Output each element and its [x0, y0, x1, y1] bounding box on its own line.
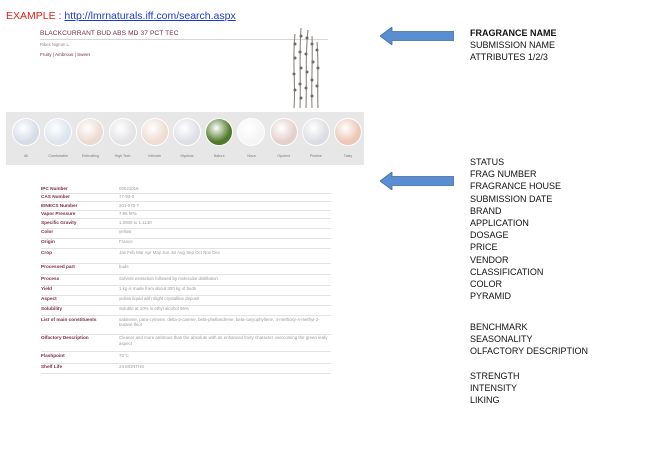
detail-value: 24 MONTHS — [119, 364, 145, 370]
detail-row — [41, 316, 331, 335]
detail-label: IPC Number — [41, 185, 68, 191]
mapping-label: LIKING — [470, 395, 500, 406]
category-label: Opulent — [277, 154, 290, 158]
detail-row — [41, 211, 331, 220]
fragrance-card — [40, 28, 330, 110]
submission-name: Ribes Nigrum L. — [40, 42, 71, 47]
category-enthralling-button[interactable] — [76, 118, 104, 146]
category-tasty-button[interactable] — [334, 118, 362, 146]
detail-label: Processed part — [41, 264, 75, 270]
detail-row — [41, 249, 331, 263]
detail-label: Aspect — [41, 296, 57, 302]
detail-label: Process — [41, 275, 60, 281]
category-nova-button[interactable] — [237, 118, 265, 146]
mapping-label: OLFACTORY DESCRIPTION — [470, 346, 589, 357]
detail-label: Vapor Pressure — [41, 211, 76, 217]
detail-row — [41, 364, 331, 375]
blackcurrant-branch-image — [286, 24, 326, 110]
detail-label: Specific Gravity — [41, 219, 77, 225]
example-prefix: EXAMPLE : — [6, 10, 65, 22]
detail-value: Solvent extraction followed by molecular distillation — [119, 275, 218, 281]
category-opulent-button[interactable] — [270, 118, 298, 146]
detail-value: Soluble at 10% in ethyl alcohol 96% — [119, 306, 189, 312]
category-label: All — [24, 154, 28, 158]
label-list-strength — [470, 370, 520, 407]
mapping-label: INTENSITY — [470, 383, 518, 394]
detail-label: EINECS Number — [41, 202, 78, 208]
detail-label: Yield — [41, 286, 53, 292]
example-caption — [6, 10, 236, 22]
category-label: Enthralling — [81, 154, 99, 158]
detail-row — [41, 219, 331, 229]
category-strip — [6, 112, 364, 165]
mapping-label: FRAGRANCE HOUSE — [470, 181, 562, 192]
detail-label: List of main constituents — [41, 316, 97, 322]
detail-row — [41, 306, 331, 317]
detail-label: Crop — [41, 249, 52, 255]
mapping-label: APPLICATION — [470, 218, 529, 229]
detail-row — [41, 335, 331, 353]
detail-value: 1.0930 to 1.1140 — [119, 219, 152, 225]
detail-value: 201-070-7 — [119, 202, 140, 208]
arrow-left-icon — [380, 172, 454, 190]
detail-label: Flashpoint — [41, 352, 65, 358]
mapping-label: BENCHMARK — [470, 322, 528, 332]
detail-value: 70°C — [119, 352, 129, 358]
detail-row — [41, 194, 331, 203]
detail-row — [41, 202, 331, 211]
detail-row — [41, 185, 331, 194]
category-label: Nova — [247, 154, 256, 158]
detail-value: buds — [119, 264, 129, 270]
example-link[interactable]: http://lmrnaturals.iff.com/search.aspx — [64, 10, 236, 22]
category-all-button[interactable] — [12, 118, 40, 146]
category-nature-button[interactable] — [205, 118, 233, 146]
category-label: High Tech — [114, 154, 131, 158]
detail-row — [41, 275, 331, 285]
category-label: Intimate — [148, 154, 162, 158]
detail-label: Shelf Life — [41, 364, 63, 370]
label-list-top — [470, 27, 557, 64]
category-label: Mystical — [180, 154, 194, 158]
detail-value: Jan Feb Mar Apr May Jun Jul Aug Sep Oct Nov Dec — [119, 249, 221, 255]
category-label: Pristine — [309, 154, 322, 158]
detail-value: 7.95 hPa — [119, 211, 137, 217]
mapping-label: STRENGTH — [470, 371, 520, 381]
mapping-label: FRAG NUMBER — [470, 169, 537, 180]
category-intimate-button[interactable] — [141, 118, 169, 146]
detail-row — [41, 264, 331, 276]
detail-label: CAS Number — [41, 194, 70, 200]
category-pristine-button[interactable] — [302, 118, 330, 146]
detail-value: France — [119, 239, 133, 245]
category-label: Tasty — [343, 154, 353, 158]
detail-row — [41, 229, 331, 239]
category-label: Nature — [213, 154, 225, 158]
mapping-label: PYRAMID — [470, 291, 512, 302]
detail-row — [41, 352, 331, 363]
detail-value: yellow — [119, 229, 132, 235]
mapping-label: BRAND — [470, 205, 502, 216]
detail-label: Olfactory Description — [41, 335, 89, 341]
mapping-label: SUBMISSION NAME — [470, 40, 556, 51]
category-mystical-button[interactable] — [173, 118, 201, 146]
detail-value: 77-93-0 — [119, 194, 135, 200]
mapping-label: SEASONALITY — [470, 334, 533, 345]
fragrance-details-table — [41, 185, 331, 374]
arrow-left-icon — [380, 27, 454, 45]
detail-label: Solubility — [41, 306, 63, 312]
detail-row — [41, 286, 331, 296]
detail-value: sabinene, para-cymene, delta-3-carene, beta-phellandrene, beta-caryophyllene, 4-methoxy-4-methyl-2-butane thiol — [119, 316, 320, 328]
fragrance-attributes: Fruity | Ambrous | Sweet — [40, 52, 90, 57]
mapping-label: COLOR — [470, 279, 503, 290]
detail-label: Origin — [41, 239, 55, 245]
detail-row — [41, 239, 331, 249]
mapping-label: ATTRIBUTES 1/2/3 — [470, 52, 548, 63]
category-comfortable-button[interactable] — [44, 118, 72, 146]
detail-label: Color — [41, 229, 54, 235]
detail-value: 00021016 — [119, 185, 139, 191]
fragrance-name: BLACKCURRANT BUD ABS MD 37 PCT TEC — [40, 30, 179, 37]
mapping-label: PRICE — [470, 242, 498, 253]
detail-value: yellow liquid with slight crystalline deposit — [119, 296, 200, 302]
label-list-middle — [470, 156, 561, 302]
detail-row — [41, 296, 331, 306]
mapping-label: FRAGRANCE NAME — [470, 28, 557, 38]
title-divider — [40, 39, 328, 40]
mapping-label: STATUS — [470, 157, 505, 167]
category-high-tech-button[interactable] — [109, 118, 137, 146]
detail-value: 1 kg is made from about 300 kg of buds — [119, 286, 197, 292]
label-list-benchmark — [470, 321, 588, 358]
mapping-label: CLASSIFICATION — [470, 266, 544, 277]
mapping-label: DOSAGE — [470, 230, 509, 241]
mapping-label: SUBMISSION DATE — [470, 193, 553, 204]
detail-value: Cleaner and more ambrous than the absolute with an enhanced fruity character overcoming the green leafy aspect — [119, 335, 328, 346]
category-label: Comfortable — [48, 154, 68, 158]
mapping-label: VENDOR — [470, 254, 509, 265]
